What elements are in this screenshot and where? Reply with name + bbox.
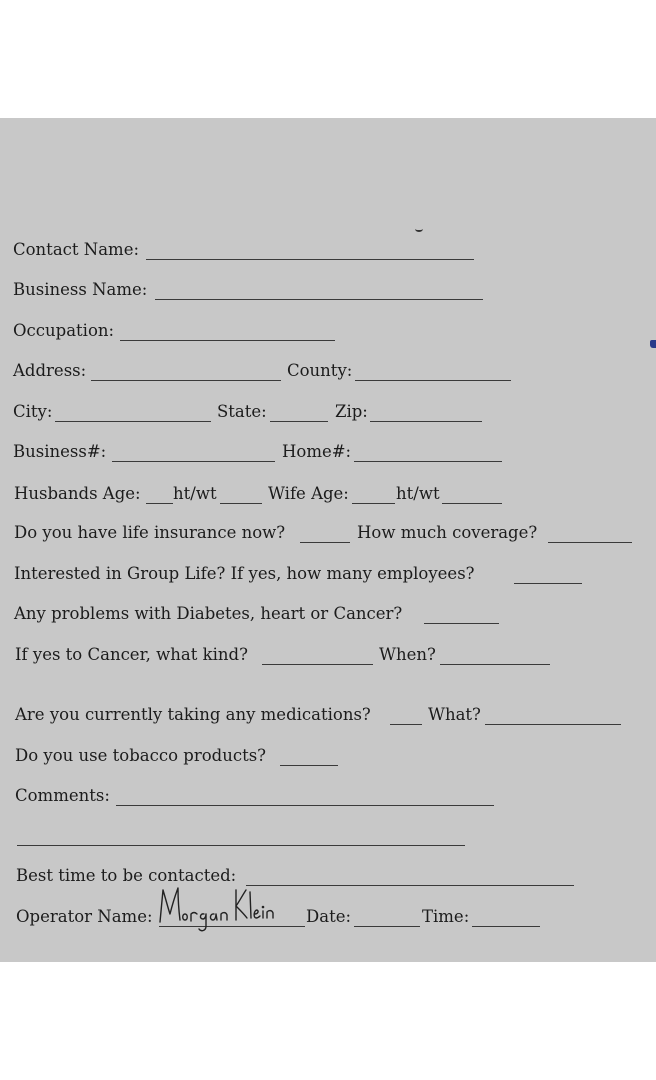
health-problems-field[interactable] — [424, 623, 499, 624]
group-life-field[interactable] — [514, 583, 582, 584]
zip-field[interactable] — [370, 421, 482, 422]
what-label: What? — [428, 705, 481, 724]
husbands-age-field[interactable] — [146, 503, 173, 504]
group-life-label: Interested in Group Life? If yes, how many employees? — [14, 564, 475, 583]
contact-name-row — [0, 240, 656, 264]
what-field[interactable] — [485, 724, 621, 725]
comments-field[interactable] — [116, 805, 494, 806]
business-name-row — [0, 280, 656, 304]
husbands-age-label: Husbands Age: — [14, 484, 141, 503]
medications-label: Are you currently taking any medications? — [15, 705, 371, 724]
city-row — [0, 402, 656, 426]
zip-label: Zip: — [335, 402, 368, 421]
medications-field[interactable] — [390, 724, 422, 725]
home-phone-field[interactable] — [354, 461, 502, 462]
county-field[interactable] — [355, 380, 511, 381]
wife-ht-wt-label: ht/wt — [396, 484, 440, 503]
best-time-field[interactable] — [246, 885, 574, 886]
health-problems-label: Any problems with Diabetes, heart or Cancer? — [14, 604, 403, 623]
address-field[interactable] — [91, 380, 281, 381]
life-insurance-field[interactable] — [300, 542, 350, 543]
tobacco-label: Do you use tobacco products? — [15, 746, 267, 765]
when-field[interactable] — [440, 664, 550, 665]
comments-extra-row — [0, 826, 656, 850]
cancer-kind-field[interactable] — [262, 664, 373, 665]
business-name-label: Business Name: — [13, 280, 148, 299]
time-label: Time: — [422, 907, 470, 926]
contact-name-field[interactable] — [146, 259, 474, 260]
state-field[interactable] — [270, 421, 328, 422]
occupation-field[interactable] — [120, 340, 335, 341]
address-label: Address: — [13, 361, 87, 380]
time-field[interactable] — [472, 926, 540, 927]
occupation-label: Occupation: — [13, 321, 115, 340]
tobacco-row — [0, 746, 656, 770]
ages-row — [0, 484, 656, 508]
wife-ht-wt-field[interactable] — [442, 503, 502, 504]
county-label: County: — [287, 361, 353, 380]
home-phone-label: Home#: — [282, 442, 352, 461]
when-label: When? — [379, 645, 436, 664]
medications-row — [0, 705, 656, 729]
operator-name-label: Operator Name: — [16, 907, 153, 926]
business-phone-label: Business#: — [13, 442, 107, 461]
comments-extra-field[interactable] — [17, 845, 465, 846]
operator-row — [0, 907, 656, 931]
business-name-field[interactable] — [155, 299, 483, 300]
operator-signature — [150, 884, 280, 934]
husband-ht-wt-field[interactable] — [220, 503, 262, 504]
city-label: City: — [13, 402, 53, 421]
coverage-field[interactable] — [548, 542, 632, 543]
date-label: Date: — [306, 907, 352, 926]
contact-name-label: Contact Name: — [13, 240, 140, 259]
cancer-kind-row — [0, 645, 656, 669]
cancer-kind-label: If yes to Cancer, what kind? — [15, 645, 248, 664]
business-phone-field[interactable] — [112, 461, 275, 462]
tobacco-field[interactable] — [280, 765, 338, 766]
comments-label: Comments: — [15, 786, 110, 805]
occupation-row — [0, 321, 656, 345]
life-insurance-label: Do you have life insurance now? — [14, 523, 286, 542]
address-row — [0, 361, 656, 385]
wife-age-label: Wife Age: — [268, 484, 349, 503]
phone-row — [0, 442, 656, 466]
comments-row — [0, 786, 656, 810]
stray-pen-mark — [415, 226, 423, 232]
husband-ht-wt-label: ht/wt — [173, 484, 217, 503]
best-time-row — [0, 866, 656, 890]
life-insurance-row — [0, 523, 656, 547]
group-life-row — [0, 564, 656, 588]
best-time-label: Best time to be contacted: — [16, 866, 237, 885]
wife-age-field[interactable] — [352, 503, 395, 504]
health-problems-row — [0, 604, 656, 628]
state-label: State: — [217, 402, 267, 421]
city-field[interactable] — [55, 421, 211, 422]
coverage-label: How much coverage? — [357, 523, 538, 542]
date-field[interactable] — [354, 926, 420, 927]
